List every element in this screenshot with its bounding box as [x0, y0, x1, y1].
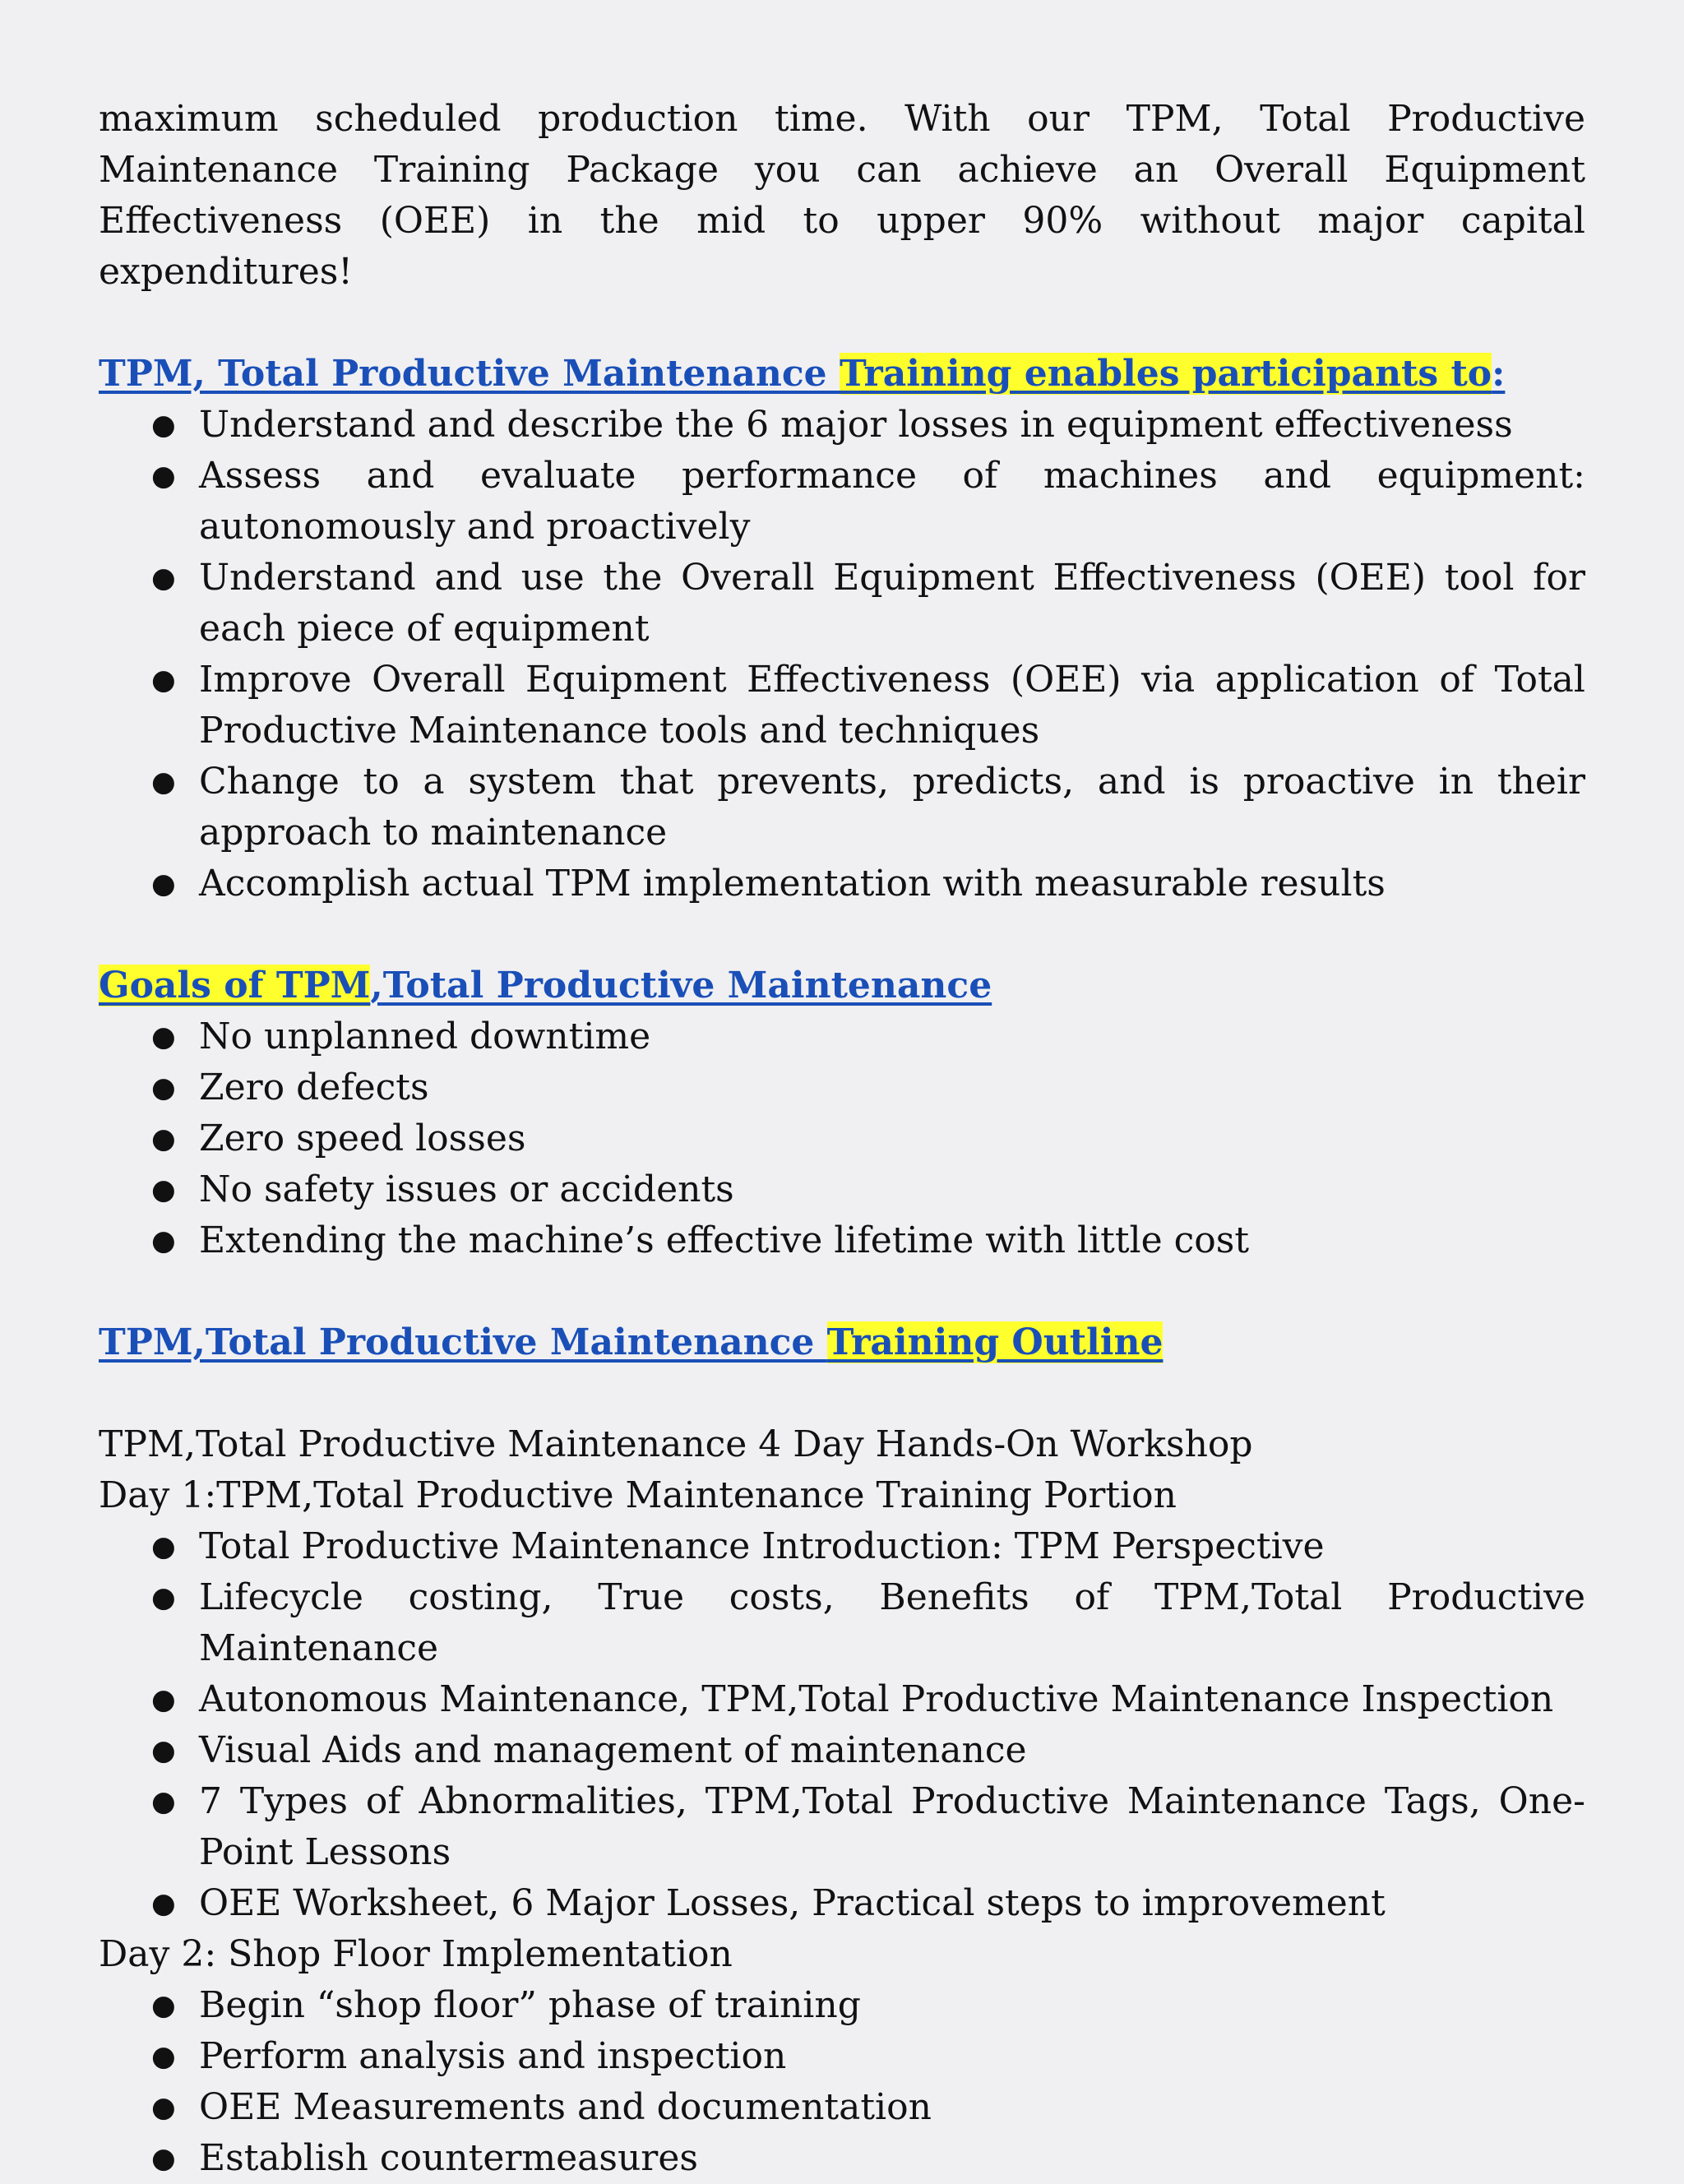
list-item: ● Extending the machine’s effective lifetime with little cost [99, 1215, 1585, 1266]
list-item: ● Assess and evaluate performance of machines and equipment: autonomously and proactively [99, 451, 1585, 553]
bullet-icon: ● [151, 1224, 176, 1257]
goals-list [99, 1011, 1585, 1266]
heading-highlight: Training enables participants to [840, 353, 1492, 395]
day2-title: Day 2: Shop Floor Implementation [99, 1933, 733, 1975]
bullet-icon: ● [151, 562, 176, 595]
day1-list [99, 1521, 1585, 1929]
bullet-icon: ● [151, 1683, 176, 1716]
participants-list [99, 400, 1585, 909]
spacer [99, 1368, 1585, 1419]
list-item: ● 7 Types of Abnormalities, TPM,Total Productive Maintenance Tags, One-Point Lessons [99, 1776, 1585, 1878]
heading-text: TPM,Total Productive Maintenance [99, 1321, 827, 1363]
list-item: ● Begin “shop floor” phase of training [99, 1980, 1585, 2031]
bullet-icon: ● [151, 1734, 176, 1767]
section-heading-goals [99, 960, 1585, 1011]
bullet-icon: ● [151, 1173, 176, 1206]
list-item: ● Understand and use the Overall Equipment Effectiveness (OEE) tool for each piece of equipment [99, 553, 1585, 655]
bullet-icon: ● [151, 664, 176, 696]
list-item: ● OEE Worksheet, 6 Major Losses, Practical steps to improvement [99, 1878, 1585, 1929]
bullet-icon: ● [151, 1020, 176, 1053]
heading-text: TPM, Total Productive Maintenance [99, 353, 840, 395]
heading-text: ,Total Productive Maintenance [370, 965, 992, 1006]
list-item: ● Zero defects [99, 1062, 1585, 1113]
list-item: ● Total Productive Maintenance Introduction: TPM Perspective [99, 1521, 1585, 1572]
bullet-icon: ● [151, 409, 176, 442]
workshop-title: TPM,Total Productive Maintenance 4 Day Hands-On Workshop [99, 1423, 1253, 1465]
list-item: ● Improve Overall Equipment Effectiveness (OEE) via application of Total Productive Maintenance tools and techniques [99, 655, 1585, 757]
bullet-icon: ● [151, 1887, 176, 1920]
intro-paragraph: maximum scheduled production time. With our TPM, Total Productive Maintenance Training Package you can achieve an Overall Equipment Effectiveness (OEE) in the mid to upper 90% without major capital expenditures! [99, 98, 1585, 293]
bullet-icon: ● [151, 2091, 176, 2124]
list-item: ● Understand and describe the 6 major losses in equipment effectiveness [99, 400, 1585, 451]
list-item: ● Zero speed losses [99, 1113, 1585, 1164]
list-item: ● Lifecycle costing, True costs, Benefits of TPM,Total Productive Maintenance [99, 1572, 1585, 1674]
bullet-icon: ● [151, 1071, 176, 1104]
list-item: ● No unplanned downtime [99, 1011, 1585, 1062]
heading-suffix: : [1492, 353, 1506, 395]
bullet-icon: ● [151, 2040, 176, 2073]
list-item: ● Accomplish actual TPM implementation with measurable results [99, 858, 1585, 909]
bullet-icon: ● [151, 1989, 176, 2022]
bullet-icon: ● [151, 1581, 176, 1614]
list-item: ● Establish countermeasures [99, 2133, 1585, 2184]
bullet-icon: ● [151, 1530, 176, 1563]
list-item: ● OEE Measurements and documentation [99, 2082, 1585, 2133]
spacer [99, 909, 1585, 960]
section-heading-participants [99, 349, 1585, 400]
bullet-icon: ● [151, 460, 176, 493]
list-item: ● Change to a system that prevents, predicts, and is proactive in their approach to maintenance [99, 757, 1585, 858]
bullet-icon: ● [151, 1785, 176, 1818]
spacer [99, 298, 1585, 349]
bullet-icon: ● [151, 766, 176, 798]
section-heading-outline [99, 1317, 1585, 1368]
list-item: ● Autonomous Maintenance, TPM,Total Productive Maintenance Inspection [99, 1674, 1585, 1725]
day1-title: Day 1:TPM,Total Productive Maintenance Training Portion [99, 1474, 1177, 1516]
list-item: ● No safety issues or accidents [99, 1164, 1585, 1215]
bullet-icon: ● [151, 868, 176, 900]
bullet-icon: ● [151, 1122, 176, 1155]
day2-list [99, 1980, 1585, 2184]
list-item: ● Perform analysis and inspection [99, 2031, 1585, 2082]
list-item: ● Visual Aids and management of maintenance [99, 1725, 1585, 1776]
spacer [99, 1266, 1585, 1317]
heading-highlight: Goals of TPM [99, 965, 371, 1006]
bullet-icon: ● [151, 2142, 176, 2175]
heading-highlight: Training Outline [826, 1321, 1164, 1363]
